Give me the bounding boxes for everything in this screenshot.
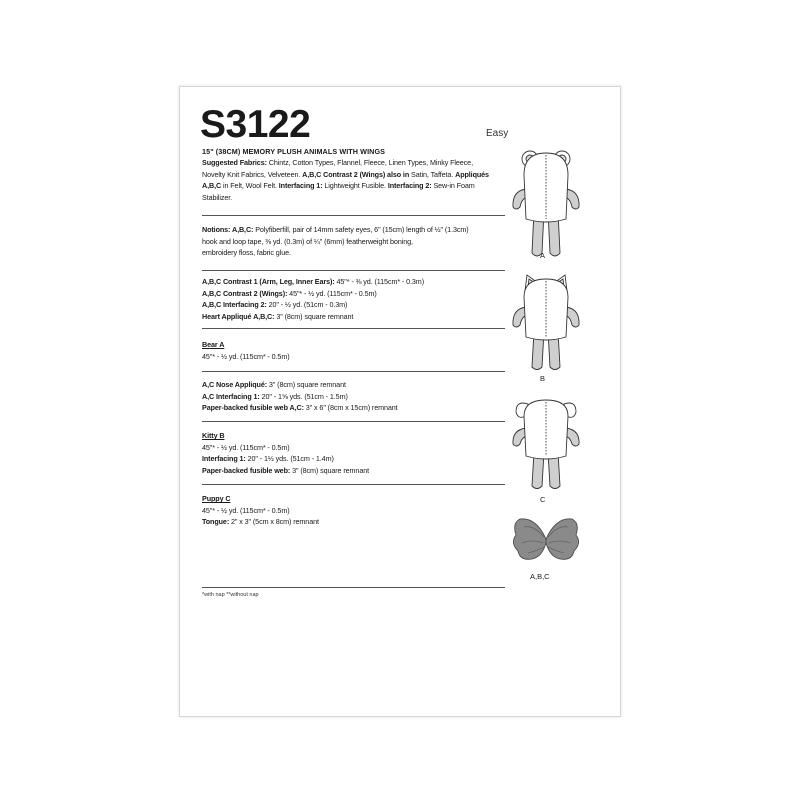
yardage-line: 45"* - ½ yd. (115cm* - 0.5m): [202, 505, 290, 515]
figure-label-a: A: [540, 251, 546, 260]
section-divider: [202, 270, 505, 271]
bear-section: [202, 339, 502, 362]
fabrics-section: [202, 147, 502, 203]
pattern-number: S3122: [200, 103, 311, 146]
puppy-title: Puppy C: [202, 494, 231, 503]
figure-label-c: C: [540, 495, 546, 504]
yardage-line: A,B,C Contrast 2 (Wings): 45"* - ½ yd. (115cm* - 0.5m): [202, 288, 377, 298]
section-divider: [202, 484, 505, 485]
pattern-subtitle: 15" (38CM) MEMORY PLUSH ANIMALS WITH WINGS: [202, 147, 386, 156]
notions-line: hook and loop tape, ⅜ yd. (0.3m) of ¼" (6mm) featherweight boning,: [202, 236, 413, 246]
section-divider: [202, 215, 505, 216]
yardage-line: Interfacing 1: 20" - 1½ yds. (51cm - 1.4m): [202, 454, 334, 464]
yardage-line: Tongue: 2" x 3" (5cm x 8cm) remnant: [202, 517, 319, 527]
yardage-line: 45"* - ½ yd. (115cm* - 0.5m): [202, 351, 290, 361]
figure-label-b: B: [540, 374, 546, 383]
yardage-line: Heart Appliqué A,B,C: 3" (8cm) square remnant: [202, 311, 354, 321]
fabrics-line: Suggested Fabrics: Chintz, Cotton Types, Flannel, Fleece, Linen Types, Minky Fleece,: [202, 158, 473, 167]
footnote: *with nap **without nap: [202, 592, 259, 598]
figure-label-wings: A,B,C: [530, 572, 550, 581]
puppy-section: [202, 493, 502, 528]
kitty-section: [202, 430, 502, 476]
section-divider: [202, 587, 505, 588]
notions-line: Notions: A,B,C: Polyfiberfill, pair of 14mm safety eyes, 6" (15cm) length of ½" (1.3cm): [202, 225, 469, 234]
section-divider: [202, 371, 505, 372]
notions-line: embroidery floss, fabric glue.: [202, 248, 291, 258]
yardage-line: A,C Nose Appliqué: 3" (8cm) square remnant: [202, 380, 346, 389]
kitty-illustration: [510, 273, 582, 373]
pattern-envelope-back: [179, 86, 621, 717]
bear-title: Bear A: [202, 340, 225, 349]
yardage-line: A,B,C Contrast 1 (Arm, Leg, Inner Ears): 45"* - ⅜ yd. (115cm* - 0.3m): [202, 277, 424, 286]
ac-section: [202, 379, 502, 414]
fabrics-line: Novelty Knit Fabrics, Velveteen. A,B,C Contrast 2 (Wings) also in Satin, Taffeta. Appliqués: [202, 169, 489, 179]
puppy-illustration: [510, 394, 582, 494]
yardage-line: A,C Interfacing 1: 20" - 1⅝ yds. (51cm - 1.5m): [202, 391, 348, 401]
yardage-line: 45"* - ½ yd. (115cm* - 0.5m): [202, 442, 290, 452]
fabrics-line: Stabilizer.: [202, 192, 233, 202]
contrast-section: [202, 276, 502, 322]
yardage-line: Paper-backed fusible web A,C: 3" x 6" (8cm x 15cm) remnant: [202, 403, 398, 413]
wings-illustration: [510, 513, 582, 567]
section-divider: [202, 328, 505, 329]
kitty-title: Kitty B: [202, 431, 225, 440]
section-divider: [202, 421, 505, 422]
fabrics-line: A,B,C in Felt, Wool Felt. Interfacing 1: Lightweight Fusible. Interfacing 2: Sew-in Foam: [202, 181, 475, 191]
notions-section: [202, 224, 502, 259]
bear-illustration: [510, 145, 582, 265]
yardage-line: Paper-backed fusible web: 3" (8cm) square remnant: [202, 465, 370, 475]
difficulty-label: Easy: [486, 128, 509, 139]
yardage-line: A,B,C Interfacing 2: 20" - ½ yd. (51cm - 0.3m): [202, 300, 348, 310]
